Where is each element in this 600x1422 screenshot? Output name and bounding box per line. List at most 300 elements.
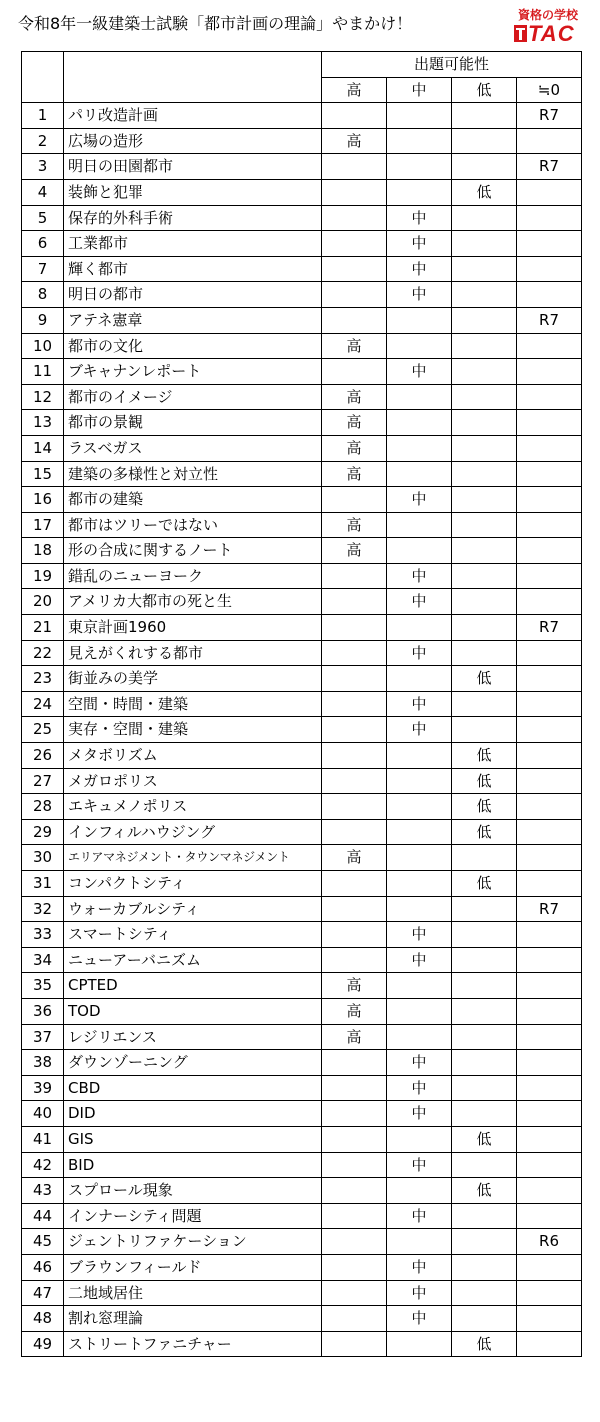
row-number: 18 bbox=[22, 538, 64, 564]
row-high bbox=[322, 768, 387, 794]
row-zero bbox=[517, 998, 582, 1024]
table-row bbox=[22, 384, 582, 410]
row-name: CBD bbox=[64, 1075, 322, 1101]
row-low bbox=[452, 103, 517, 129]
row-low bbox=[452, 410, 517, 436]
table-row bbox=[22, 282, 582, 308]
row-name: 実存・空間・建築 bbox=[64, 717, 322, 743]
row-zero bbox=[517, 691, 582, 717]
table-row bbox=[22, 359, 582, 385]
row-number: 23 bbox=[22, 666, 64, 692]
row-number: 45 bbox=[22, 1229, 64, 1255]
row-low bbox=[452, 947, 517, 973]
row-number: 31 bbox=[22, 871, 64, 897]
column-header-mid: 中 bbox=[387, 77, 452, 103]
row-low: 低 bbox=[452, 871, 517, 897]
row-zero bbox=[517, 333, 582, 359]
row-mid bbox=[387, 103, 452, 129]
row-name: GIS bbox=[64, 1126, 322, 1152]
table-row bbox=[22, 205, 582, 231]
row-number: 42 bbox=[22, 1152, 64, 1178]
row-mid: 中 bbox=[387, 1152, 452, 1178]
header-no-cell bbox=[22, 52, 64, 103]
logo-subtitle: 資格の学校 bbox=[518, 8, 579, 22]
row-high: 高 bbox=[322, 410, 387, 436]
row-number: 30 bbox=[22, 845, 64, 871]
row-mid: 中 bbox=[387, 231, 452, 257]
row-zero: R7 bbox=[517, 615, 582, 641]
row-name: ウォーカブルシティ bbox=[64, 896, 322, 922]
row-name: ニューアーバニズム bbox=[64, 947, 322, 973]
row-zero bbox=[517, 1126, 582, 1152]
row-number: 32 bbox=[22, 896, 64, 922]
row-low bbox=[452, 512, 517, 538]
row-zero bbox=[517, 1203, 582, 1229]
row-zero bbox=[517, 1331, 582, 1357]
row-high bbox=[322, 743, 387, 769]
table-row bbox=[22, 1280, 582, 1306]
row-low bbox=[452, 1050, 517, 1076]
table-row bbox=[22, 871, 582, 897]
row-mid bbox=[387, 1229, 452, 1255]
row-low bbox=[452, 1306, 517, 1332]
table-row bbox=[22, 1229, 582, 1255]
row-mid bbox=[387, 896, 452, 922]
row-zero bbox=[517, 973, 582, 999]
row-low: 低 bbox=[452, 666, 517, 692]
row-high bbox=[322, 922, 387, 948]
row-mid bbox=[387, 1331, 452, 1357]
table-row bbox=[22, 973, 582, 999]
row-zero bbox=[517, 717, 582, 743]
table-row bbox=[22, 819, 582, 845]
row-mid: 中 bbox=[387, 1280, 452, 1306]
row-name: アメリカ大都市の死と生 bbox=[64, 589, 322, 615]
row-name: ダウンゾーニング bbox=[64, 1050, 322, 1076]
table-row bbox=[22, 666, 582, 692]
row-name: 割れ窓理論 bbox=[64, 1306, 322, 1332]
row-name: ストリートファニチャー bbox=[64, 1331, 322, 1357]
row-mid: 中 bbox=[387, 589, 452, 615]
row-zero bbox=[517, 359, 582, 385]
row-mid bbox=[387, 538, 452, 564]
row-low bbox=[452, 1203, 517, 1229]
row-name: 錯乱のニューヨーク bbox=[64, 563, 322, 589]
row-mid bbox=[387, 998, 452, 1024]
row-number: 48 bbox=[22, 1306, 64, 1332]
table-row bbox=[22, 461, 582, 487]
row-low bbox=[452, 1101, 517, 1127]
row-name: ブラウンフィールド bbox=[64, 1254, 322, 1280]
row-high bbox=[322, 1178, 387, 1204]
row-high bbox=[322, 231, 387, 257]
row-number: 26 bbox=[22, 743, 64, 769]
row-high bbox=[322, 1075, 387, 1101]
row-name: エキュメノポリス bbox=[64, 794, 322, 820]
row-high: 高 bbox=[322, 1024, 387, 1050]
row-low: 低 bbox=[452, 1126, 517, 1152]
row-name: 都市の建築 bbox=[64, 487, 322, 513]
row-mid bbox=[387, 819, 452, 845]
row-mid bbox=[387, 384, 452, 410]
tac-logo bbox=[514, 8, 584, 48]
row-name: 都市のイメージ bbox=[64, 384, 322, 410]
row-high: 高 bbox=[322, 333, 387, 359]
row-low bbox=[452, 461, 517, 487]
row-low: 低 bbox=[452, 794, 517, 820]
row-mid bbox=[387, 154, 452, 180]
row-number: 43 bbox=[22, 1178, 64, 1204]
row-mid bbox=[387, 461, 452, 487]
row-number: 24 bbox=[22, 691, 64, 717]
row-mid bbox=[387, 333, 452, 359]
row-zero: R7 bbox=[517, 896, 582, 922]
row-number: 41 bbox=[22, 1126, 64, 1152]
row-number: 37 bbox=[22, 1024, 64, 1050]
row-high bbox=[322, 154, 387, 180]
row-low: 低 bbox=[452, 1178, 517, 1204]
row-mid bbox=[387, 179, 452, 205]
column-header-low: 低 bbox=[452, 77, 517, 103]
row-zero bbox=[517, 947, 582, 973]
row-low: 低 bbox=[452, 1331, 517, 1357]
row-high bbox=[322, 1331, 387, 1357]
row-low bbox=[452, 615, 517, 641]
row-zero bbox=[517, 1075, 582, 1101]
row-low bbox=[452, 282, 517, 308]
row-high bbox=[322, 666, 387, 692]
table-row bbox=[22, 512, 582, 538]
row-zero: R6 bbox=[517, 1229, 582, 1255]
row-high bbox=[322, 615, 387, 641]
table-row bbox=[22, 1101, 582, 1127]
row-low bbox=[452, 640, 517, 666]
row-name: コンパクトシティ bbox=[64, 871, 322, 897]
row-high: 高 bbox=[322, 128, 387, 154]
table-row bbox=[22, 538, 582, 564]
row-mid: 中 bbox=[387, 1254, 452, 1280]
row-low bbox=[452, 896, 517, 922]
row-low: 低 bbox=[452, 743, 517, 769]
row-mid bbox=[387, 435, 452, 461]
row-number: 33 bbox=[22, 922, 64, 948]
table-row bbox=[22, 103, 582, 129]
row-mid: 中 bbox=[387, 282, 452, 308]
table-row bbox=[22, 896, 582, 922]
row-number: 29 bbox=[22, 819, 64, 845]
row-mid: 中 bbox=[387, 1050, 452, 1076]
row-name: 見えがくれする都市 bbox=[64, 640, 322, 666]
logo-text: TAC bbox=[528, 21, 575, 46]
table-row bbox=[22, 768, 582, 794]
row-mid: 中 bbox=[387, 717, 452, 743]
row-number: 36 bbox=[22, 998, 64, 1024]
row-high bbox=[322, 103, 387, 129]
row-name: ブキャナンレポート bbox=[64, 359, 322, 385]
row-name: メタボリズム bbox=[64, 743, 322, 769]
row-mid bbox=[387, 743, 452, 769]
row-low: 低 bbox=[452, 768, 517, 794]
row-mid: 中 bbox=[387, 1306, 452, 1332]
row-low bbox=[452, 256, 517, 282]
row-high bbox=[322, 1203, 387, 1229]
table-row bbox=[22, 922, 582, 948]
row-number: 7 bbox=[22, 256, 64, 282]
row-low bbox=[452, 691, 517, 717]
table-row bbox=[22, 845, 582, 871]
row-low bbox=[452, 128, 517, 154]
row-zero bbox=[517, 1101, 582, 1127]
row-name: スプロール現象 bbox=[64, 1178, 322, 1204]
row-name: インフィルハウジング bbox=[64, 819, 322, 845]
row-mid bbox=[387, 768, 452, 794]
row-name: 明日の都市 bbox=[64, 282, 322, 308]
row-number: 19 bbox=[22, 563, 64, 589]
row-name: 明日の田園都市 bbox=[64, 154, 322, 180]
column-header-high: 高 bbox=[322, 77, 387, 103]
row-mid: 中 bbox=[387, 1101, 452, 1127]
row-name: 空間・時間・建築 bbox=[64, 691, 322, 717]
table-row bbox=[22, 1331, 582, 1357]
row-zero bbox=[517, 845, 582, 871]
row-name: 東京計画1960 bbox=[64, 615, 322, 641]
row-zero bbox=[517, 922, 582, 948]
row-zero bbox=[517, 743, 582, 769]
row-number: 49 bbox=[22, 1331, 64, 1357]
row-mid: 中 bbox=[387, 922, 452, 948]
row-mid: 中 bbox=[387, 359, 452, 385]
row-zero bbox=[517, 1050, 582, 1076]
row-high bbox=[322, 896, 387, 922]
row-mid: 中 bbox=[387, 691, 452, 717]
row-number: 2 bbox=[22, 128, 64, 154]
row-low bbox=[452, 998, 517, 1024]
row-zero bbox=[517, 1254, 582, 1280]
row-number: 16 bbox=[22, 487, 64, 513]
table-row bbox=[22, 691, 582, 717]
group-header: 出題可能性 bbox=[322, 52, 582, 78]
table-row bbox=[22, 1254, 582, 1280]
row-high bbox=[322, 717, 387, 743]
table-row bbox=[22, 179, 582, 205]
row-zero bbox=[517, 205, 582, 231]
row-number: 22 bbox=[22, 640, 64, 666]
row-low bbox=[452, 205, 517, 231]
table-row bbox=[22, 256, 582, 282]
table-row bbox=[22, 1203, 582, 1229]
row-zero bbox=[517, 461, 582, 487]
row-high bbox=[322, 359, 387, 385]
table-row bbox=[22, 998, 582, 1024]
row-low bbox=[452, 1229, 517, 1255]
row-zero bbox=[517, 666, 582, 692]
row-number: 4 bbox=[22, 179, 64, 205]
row-low bbox=[452, 1024, 517, 1050]
row-number: 39 bbox=[22, 1075, 64, 1101]
header-row-group bbox=[22, 52, 582, 78]
row-zero: R7 bbox=[517, 154, 582, 180]
table-row bbox=[22, 231, 582, 257]
row-number: 34 bbox=[22, 947, 64, 973]
row-mid bbox=[387, 845, 452, 871]
row-number: 5 bbox=[22, 205, 64, 231]
row-name: CPTED bbox=[64, 973, 322, 999]
row-mid bbox=[387, 666, 452, 692]
row-low bbox=[452, 717, 517, 743]
row-mid bbox=[387, 307, 452, 333]
row-zero bbox=[517, 384, 582, 410]
table-row bbox=[22, 640, 582, 666]
table-row bbox=[22, 1075, 582, 1101]
row-number: 47 bbox=[22, 1280, 64, 1306]
row-high bbox=[322, 307, 387, 333]
row-high bbox=[322, 563, 387, 589]
row-high bbox=[322, 256, 387, 282]
row-number: 13 bbox=[22, 410, 64, 436]
row-name: 工業都市 bbox=[64, 231, 322, 257]
row-name: エリアマネジメント・タウンマネジメント bbox=[64, 845, 322, 871]
row-low bbox=[452, 154, 517, 180]
row-high: 高 bbox=[322, 538, 387, 564]
row-high: 高 bbox=[322, 384, 387, 410]
table-row bbox=[22, 307, 582, 333]
row-zero bbox=[517, 256, 582, 282]
row-zero bbox=[517, 282, 582, 308]
row-zero bbox=[517, 819, 582, 845]
row-zero bbox=[517, 487, 582, 513]
row-zero bbox=[517, 794, 582, 820]
table-row bbox=[22, 743, 582, 769]
row-zero bbox=[517, 1178, 582, 1204]
row-number: 38 bbox=[22, 1050, 64, 1076]
row-high: 高 bbox=[322, 998, 387, 1024]
row-mid bbox=[387, 1126, 452, 1152]
row-low bbox=[452, 333, 517, 359]
row-number: 11 bbox=[22, 359, 64, 385]
row-mid: 中 bbox=[387, 1203, 452, 1229]
table-row bbox=[22, 717, 582, 743]
row-high bbox=[322, 1254, 387, 1280]
row-low bbox=[452, 563, 517, 589]
row-name: 都市の文化 bbox=[64, 333, 322, 359]
row-low bbox=[452, 231, 517, 257]
row-high bbox=[322, 1101, 387, 1127]
row-low bbox=[452, 1280, 517, 1306]
row-number: 28 bbox=[22, 794, 64, 820]
row-low: 低 bbox=[452, 819, 517, 845]
row-zero bbox=[517, 128, 582, 154]
row-number: 44 bbox=[22, 1203, 64, 1229]
row-low bbox=[452, 538, 517, 564]
row-zero bbox=[517, 563, 582, 589]
row-zero bbox=[517, 538, 582, 564]
row-mid bbox=[387, 410, 452, 436]
row-high: 高 bbox=[322, 973, 387, 999]
row-high bbox=[322, 1050, 387, 1076]
table-row bbox=[22, 1306, 582, 1332]
row-number: 1 bbox=[22, 103, 64, 129]
table-row bbox=[22, 410, 582, 436]
row-zero bbox=[517, 1306, 582, 1332]
row-zero bbox=[517, 512, 582, 538]
row-name: 都市はツリーではない bbox=[64, 512, 322, 538]
row-low: 低 bbox=[452, 179, 517, 205]
column-header-zero: ≒0 bbox=[517, 77, 582, 103]
row-mid: 中 bbox=[387, 947, 452, 973]
row-zero bbox=[517, 1152, 582, 1178]
row-name: 二地域居住 bbox=[64, 1280, 322, 1306]
row-number: 46 bbox=[22, 1254, 64, 1280]
table-row bbox=[22, 1126, 582, 1152]
row-zero bbox=[517, 640, 582, 666]
row-zero bbox=[517, 589, 582, 615]
table-row bbox=[22, 947, 582, 973]
row-mid bbox=[387, 512, 452, 538]
row-name: パリ改造計画 bbox=[64, 103, 322, 129]
row-low bbox=[452, 589, 517, 615]
row-high bbox=[322, 1280, 387, 1306]
row-mid: 中 bbox=[387, 205, 452, 231]
row-mid: 中 bbox=[387, 563, 452, 589]
table-row bbox=[22, 563, 582, 589]
row-mid bbox=[387, 871, 452, 897]
row-high: 高 bbox=[322, 435, 387, 461]
row-low bbox=[452, 1152, 517, 1178]
row-name: 輝く都市 bbox=[64, 256, 322, 282]
table-row bbox=[22, 615, 582, 641]
row-mid bbox=[387, 128, 452, 154]
row-low bbox=[452, 845, 517, 871]
row-high bbox=[322, 282, 387, 308]
row-mid: 中 bbox=[387, 256, 452, 282]
row-zero bbox=[517, 410, 582, 436]
row-name: 形の合成に関するノート bbox=[64, 538, 322, 564]
row-zero: R7 bbox=[517, 103, 582, 129]
row-low bbox=[452, 922, 517, 948]
row-mid: 中 bbox=[387, 487, 452, 513]
row-name: レジリエンス bbox=[64, 1024, 322, 1050]
table-row bbox=[22, 333, 582, 359]
row-high bbox=[322, 1229, 387, 1255]
row-number: 8 bbox=[22, 282, 64, 308]
table-row bbox=[22, 435, 582, 461]
row-number: 3 bbox=[22, 154, 64, 180]
table-row bbox=[22, 1050, 582, 1076]
row-zero bbox=[517, 179, 582, 205]
row-low bbox=[452, 1075, 517, 1101]
row-low bbox=[452, 1254, 517, 1280]
page-title: 令和8年一級建築士試験「都市計画の理論」やまかけ！ bbox=[18, 14, 413, 33]
row-name: メガロポリス bbox=[64, 768, 322, 794]
row-high bbox=[322, 794, 387, 820]
row-name: スマートシティ bbox=[64, 922, 322, 948]
row-zero bbox=[517, 231, 582, 257]
row-name: 街並みの美学 bbox=[64, 666, 322, 692]
row-name: 装飾と犯罪 bbox=[64, 179, 322, 205]
row-mid bbox=[387, 615, 452, 641]
row-high bbox=[322, 205, 387, 231]
row-high: 高 bbox=[322, 512, 387, 538]
row-high bbox=[322, 947, 387, 973]
row-name: 広場の造形 bbox=[64, 128, 322, 154]
row-high bbox=[322, 1306, 387, 1332]
table-row bbox=[22, 128, 582, 154]
table-row bbox=[22, 154, 582, 180]
table-row bbox=[22, 1178, 582, 1204]
row-zero bbox=[517, 1280, 582, 1306]
row-mid: 中 bbox=[387, 1075, 452, 1101]
row-name: 保存的外科手術 bbox=[64, 205, 322, 231]
